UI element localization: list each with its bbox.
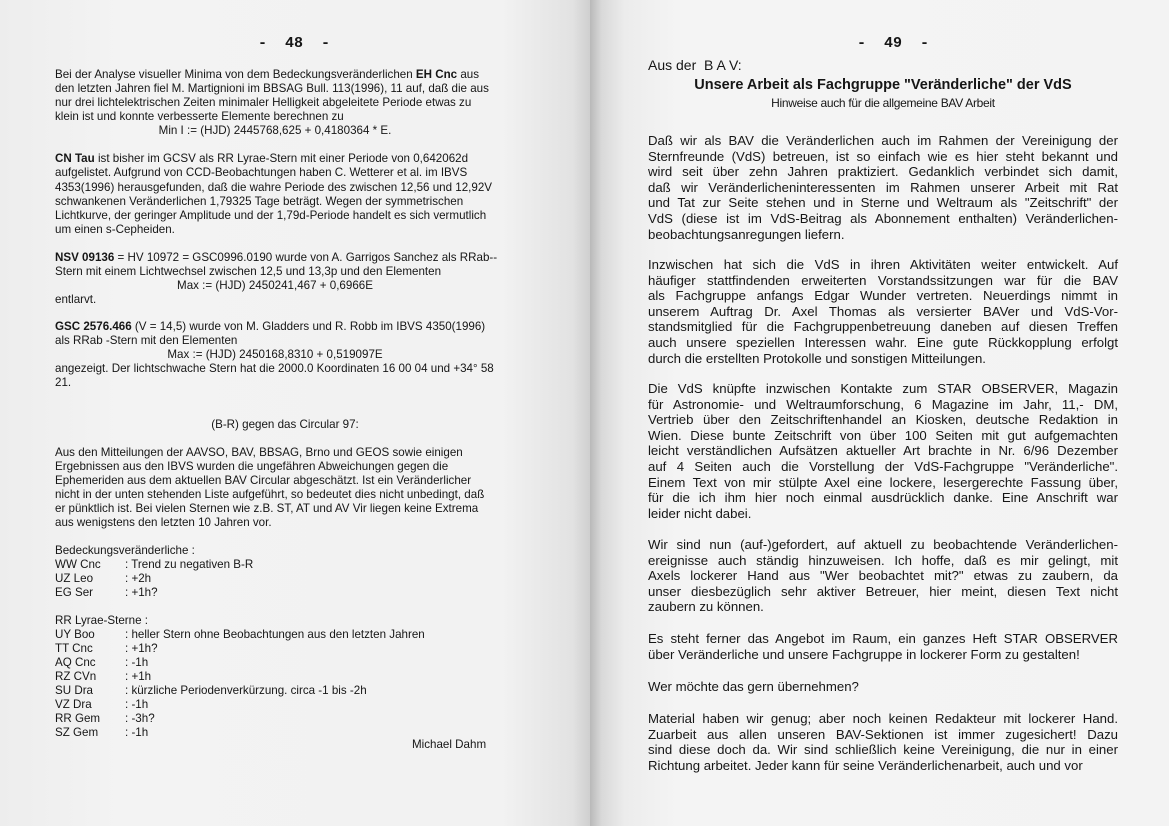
text-line: klein ist und konnte verbesserte Elemente berechnen zu [55, 110, 344, 123]
list-item [55, 684, 525, 698]
text-line: 21. [55, 376, 72, 389]
section-heading: (B-R) gegen das Circular 97: [211, 418, 359, 431]
text-line: Wien. Diese bunte Zeitschrift von über 100 Seiten mit gut aufgemachten [648, 427, 1118, 443]
page-number: - 49 - [857, 35, 930, 52]
text-line: leider nicht dabei. [648, 505, 752, 521]
text-line: wird seit über zehn Jahren praktiziert. Gedanklich verbindet sich damit, [648, 164, 1118, 180]
text-line: Daß wir als BAV die Veränderlichen auch im Rahmen der Vereinigung der [648, 133, 1118, 148]
text-line: er pünktlich ist. Bei vielen Sternen wie z.B. ST, AT und AV Vir liegen keine Extrema [55, 502, 479, 515]
paragraph [648, 679, 1118, 695]
text-line: Lichtkurve, der geringer Amplitude und der 1,79d-Periode handelt es sich vermutlich [55, 209, 487, 223]
paragraph-eh-cnc [55, 68, 525, 124]
section-label: Aus der B A V: [648, 57, 742, 73]
text-line: Richtung arbeitet. Jeder kann für seine Veränderlichenarbeit, auch und vor [648, 757, 1083, 773]
list-item [55, 656, 525, 670]
text-line: Einem Text von mir stülpte Axel eine lockere, lesergerechte Fassung über, [648, 474, 1118, 490]
bold-star-name: GSC 2576.466 [55, 320, 132, 333]
text-line: unser diesbezüglich sehr aktiver Betreuer, hier meint, diesen Text nicht [648, 583, 1118, 599]
list-item [55, 572, 525, 586]
text-line: zaubern zu können. [648, 599, 764, 615]
text-line: VdS (diese ist im VdS-Beitrag als Abonnement enthalten) Veränderlichen- [648, 210, 1118, 226]
text-line: auf 4 Seiten auch die Vorstellung der VdS-Fachgruppe "Veränderliche". [648, 458, 1118, 474]
text-line [55, 320, 525, 334]
text-line: aufgelistet. Aufgrund von CCD-Beobachtungen haben C. Wetterer et al. im IBVS [55, 166, 468, 180]
text-line: standsmitglied für die Fachgruppenbetreuung daneben auf diesen Treffen [648, 319, 1118, 335]
star-deviation: : kürzliche Periodenverkürzung. circa -1 bis -2h [125, 684, 367, 697]
text-line: ereignisse auch ständig hinzuweisen. Ich hoffe, daß es mir gelingt, mit [648, 552, 1118, 568]
paragraph [648, 711, 1118, 773]
star-name: AQ Cnc [55, 656, 96, 669]
signature: Michael Dahm [412, 738, 487, 751]
star-name: VZ Dra [55, 698, 92, 711]
bold-star-name: EH Cnc [415, 68, 458, 81]
bold-star-name: NSV 09136 [55, 251, 115, 264]
paragraph [648, 257, 1118, 366]
text-segment: ist bisher im GCSV als RR Lyrae-Stern mit einer Periode von 0,642062d [94, 152, 469, 165]
text-line: leicht verständlichen Aufsätzen aktueller Art brachte in Nr. 6/96 Dezember [648, 443, 1118, 459]
text-line: Die VdS knüpfte inzwischen Kontakte zum STAR OBSERVER, Magazin [648, 381, 1118, 396]
paragraph-nsv-end: entlarvt. [55, 293, 97, 306]
star-deviation: : +1h? [125, 642, 158, 655]
text-line: angezeigt. Der lichtschwache Stern hat die 2000.0 Koordinaten 16 00 04 und +34° 58 [55, 362, 494, 375]
star-deviation: : -3h? [125, 712, 155, 725]
text-line: Sternfreunde (VdS) betreuen, ist so einfach wie es hier steht bekannt und [648, 148, 1118, 164]
paragraph-gsc-2576 [55, 320, 525, 348]
text-line: nicht in der unten stehenden Liste aufgeführt, so bedeutet dies nicht unbedingt, daß [55, 488, 485, 501]
list-header: Bedeckungsveränderliche : [55, 544, 195, 557]
star-name: WW Cnc [55, 558, 101, 571]
list-item [55, 586, 525, 600]
text-line: beobachtungsanregungen liefern. [648, 226, 845, 242]
star-deviation: : +1h [125, 670, 152, 683]
paragraph [648, 381, 1118, 521]
paragraph-gsc-end [55, 362, 525, 390]
bold-star-name: CN Tau [55, 152, 95, 165]
star-name: UZ Leo [55, 572, 94, 585]
list-eclipsing [55, 544, 525, 600]
star-name: SU Dra [55, 684, 94, 697]
paragraph-cn-tau [55, 152, 525, 238]
text-line: Ergebnissen aus den IBVS wurden die ungefähren Abweichungen gegen die [55, 460, 449, 473]
text-segment: (V = 14,5) wurde von M. Gladders und R. Robb im IBVS 4350(1996) [131, 320, 486, 333]
text-line: Wer möchte das gern übernehmen? [648, 679, 859, 694]
list-header: RR Lyrae-Sterne : [55, 614, 148, 627]
list-item [55, 558, 525, 572]
formula-nsv-09136: Max := (HJD) 2450241,467 + 0,6966E [177, 279, 373, 292]
text-line: für die ich ihm hier noch einmal ausdrücklich danke. Eine Anschrift war [648, 490, 1118, 506]
text-line: als RRab -Stern mit den Elementen [55, 334, 238, 347]
text-line: den letzten Jahren fiel M. Martignioni im BBSAG Bull. 113(1996), 11 auf, daß die aus [55, 82, 489, 95]
star-deviation: : +2h [125, 572, 152, 585]
star-deviation: : heller Stern ohne Beobachtungen aus den letzten Jahren [125, 628, 425, 641]
text-line [55, 68, 525, 82]
text-line: Wir sind nun (auf-)gefordert, auf aktuell zu beobachtende Veränderlichen- [648, 537, 1118, 552]
formula-gsc-2576: Max := (HJD) 2450168,8310 + 0,519097E [167, 348, 383, 361]
article-title: Unsere Arbeit als Fachgruppe "Veränderliche" der VdS [694, 77, 1072, 93]
star-deviation: : -1h [125, 726, 149, 739]
star-deviation: : +1h? [125, 586, 158, 599]
text-line: durch die erstellten Protokolle und sonstigen Mitteilungen. [648, 350, 986, 366]
paragraph [648, 133, 1118, 242]
text-line: aus wenigstens den letzten 10 Jahren vor. [55, 516, 272, 529]
star-name: UY Boo [55, 628, 95, 641]
text-line: Es steht ferner das Angebot im Raum, ein ganzes Heft STAR OBSERVER [648, 631, 1118, 646]
text-line: Aus den Mitteilungen der AAVSO, BAV, BBSAG, Brno und GEOS sowie einigen [55, 446, 463, 459]
paragraph-b-r [55, 446, 525, 530]
text-line: sind diese doch da. Wir sind schließlich keine Vereinigung, die nur in einer [648, 742, 1118, 758]
star-name: RR Gem [55, 712, 101, 725]
star-name: TT Cnc [55, 642, 93, 655]
list-item [55, 670, 525, 684]
text-line: nur drei lichtelektrischen Zeiten minimaler Helligkeit abgeleitete Periode etwas zu [55, 96, 472, 109]
text-line: daß wir Veränderlicheninteressenten im Rahmen unserer Arbeit mit Rat [648, 179, 1118, 195]
text-line: Zuarbeit aus allen unseren BAV-Sektionen ist immer zugesichert! Dazu [648, 726, 1118, 742]
text-segment: = HV 10972 = GSC0996.0190 wurde von A. Garrigos Sanchez als RRab-- [114, 251, 498, 264]
text-line: Material haben wir genug; aber noch keinen Redakteur mit lockerer Hand. [648, 711, 1118, 726]
star-deviation: : -1h [125, 698, 149, 711]
right-page-49 [590, 0, 1169, 826]
text-line [55, 152, 525, 166]
list-item [55, 712, 525, 726]
text-line: Vertrieb über den Zeitschriftenhandel an Kiosken, deutsche Redaktion in [648, 412, 1118, 428]
text-line: über Veränderliche und unsere Fachgruppe in lockerer Form zu gestalten! [648, 646, 1080, 662]
text-segment: aus [457, 68, 480, 81]
list-item [55, 628, 525, 642]
list-item [55, 698, 525, 712]
text-line: Axels lockerer Hand aus "Wer beobachtet mit?" etwas zu zaubern, da [648, 568, 1118, 584]
text-line: Stern mit einem Lichtwechsel zwischen 12,5 und 13,3p und den Elementen [55, 265, 442, 278]
text-line: und Tat zur Seite stehen und in Sterne und Weltraum als "Zeitschrift" der [648, 195, 1118, 211]
star-name: EG Ser [55, 586, 94, 599]
text-segment: Bei der Analyse visueller Minima von dem Bedeckungsveränderlichen [55, 68, 416, 81]
paragraph-nsv-09136 [55, 251, 525, 279]
star-name: SZ Gem [55, 726, 99, 739]
text-line: als Fachgruppe anfangs Edgar Wunder vertreten. Neuerdings nimmt in [648, 288, 1118, 304]
text-line: unserem Auftrag Dr. Axel Thomas als versierter BAVer und VdS-Vor- [648, 303, 1118, 319]
text-line: um einen s-Cepheiden. [55, 223, 175, 237]
star-deviation: : -1h [125, 656, 149, 669]
paragraph [648, 537, 1118, 615]
formula-eh-cnc: Min I := (HJD) 2445768,625 + 0,4180364 * E. [158, 124, 392, 137]
star-name: RZ CVn [55, 670, 97, 683]
text-line: Inzwischen hat sich die VdS in ihren Aktivitäten weiter entwickelt. Auf [648, 257, 1118, 272]
star-deviation: : Trend zu negativen B-R [125, 558, 254, 571]
paragraph [648, 631, 1118, 662]
text-line: häufiger stattfindenden erweiterten Vorstandssitzungen war für die BAV [648, 272, 1118, 288]
text-line: 4353(1996) herausgefunden, daß die wahre Periode des zwischen 12,56 und 12,92V [55, 180, 493, 194]
text-line: für Astronomie- und Weltraumforschung, 6 Magazine im Jahr, 11,- DM, [648, 396, 1118, 412]
text-line: Ephemeriden aus dem aktuellen BAV Circular abgeschätzt. Ist ein Veränderlicher [55, 474, 472, 487]
article-subtitle: Hinweise auch für die allgemeine BAV Arbeit [771, 96, 995, 110]
page-number: - 48 - [258, 35, 331, 52]
list-rr-lyrae [55, 614, 525, 740]
text-line: schwankenen Veränderlichen 1,79325 Tage beträgt. Wegen der symmetrischen [55, 194, 464, 208]
text-line [55, 251, 525, 265]
list-item [55, 642, 525, 656]
text-line: auch unsere speziellen Interessen wahr. Eine gute Rückkopplung erfolgt [648, 334, 1118, 350]
